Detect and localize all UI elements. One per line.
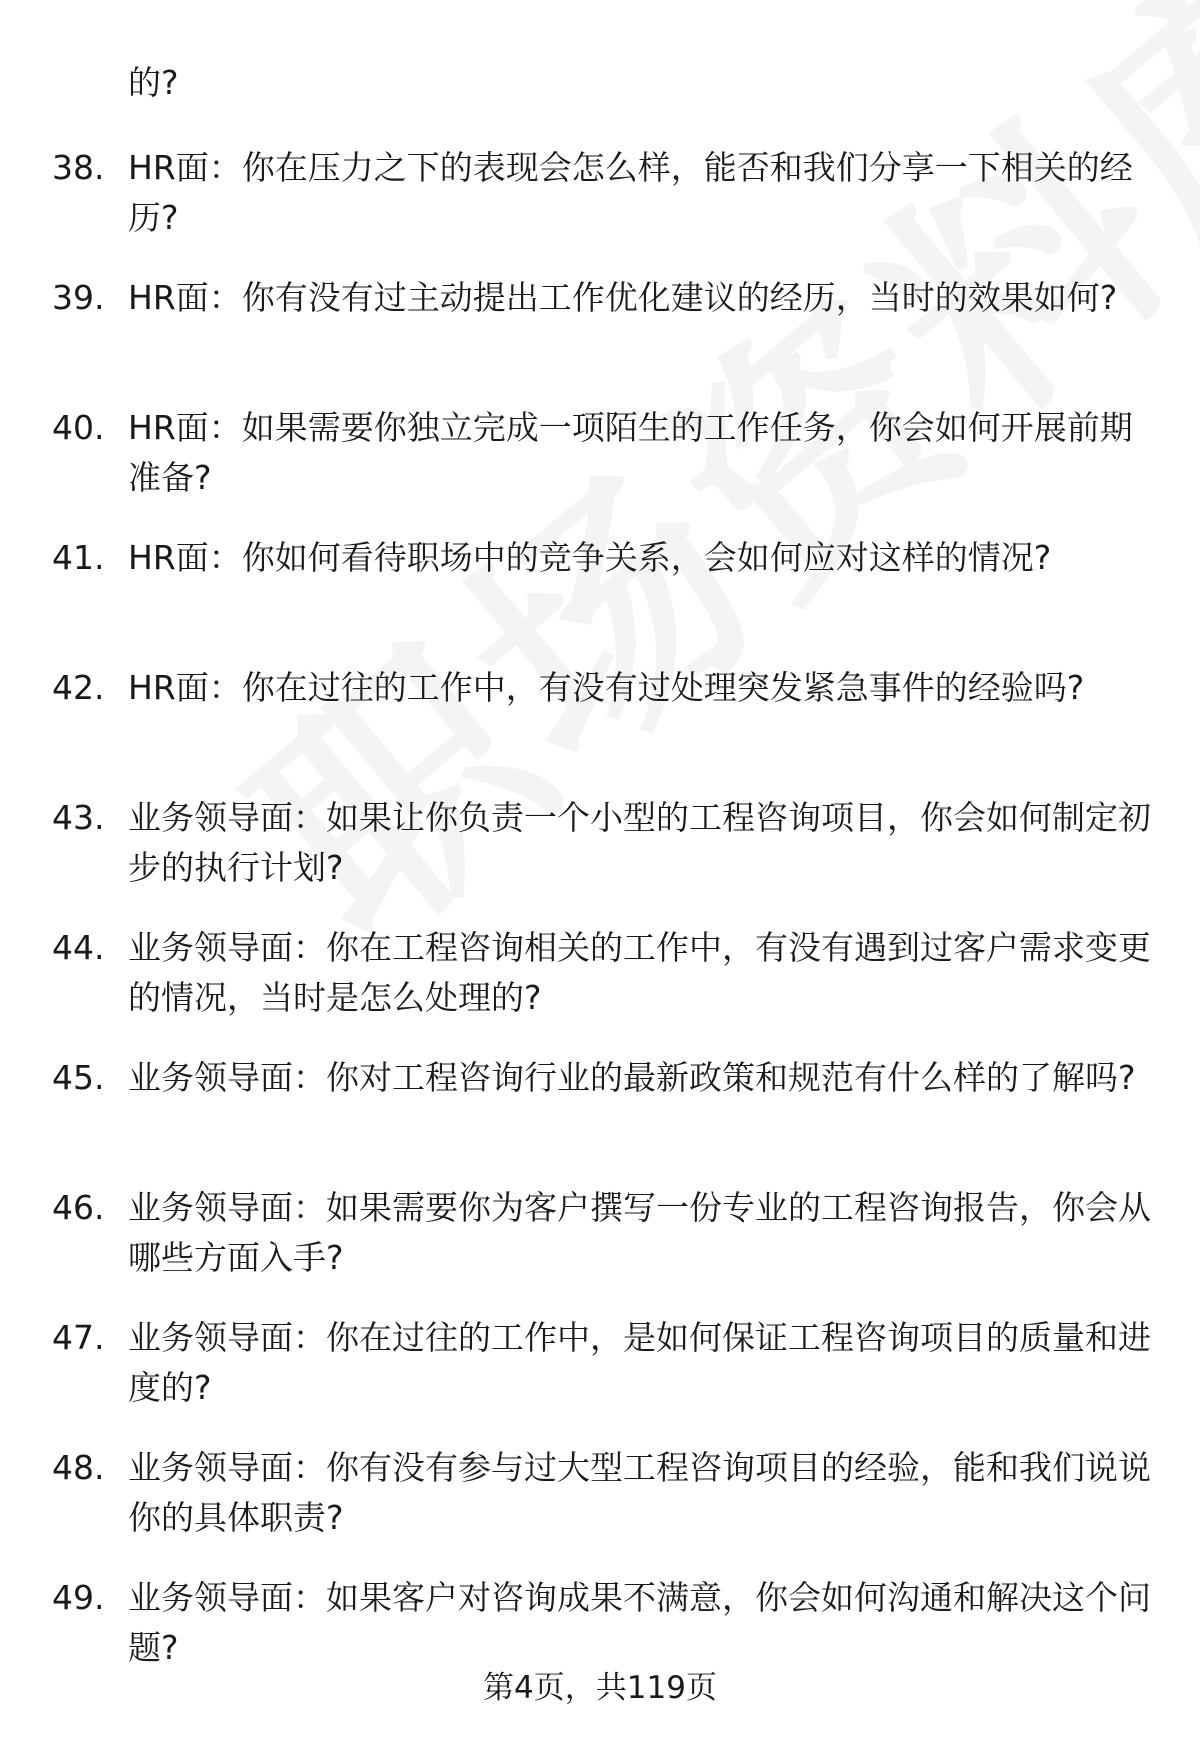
question-text: HR面：你有没有过主动提出工作优化建议的经历，当时的效果如何? xyxy=(128,278,1118,317)
question-list xyxy=(52,143,1162,1703)
question-number: 42. xyxy=(52,668,105,707)
question-text: 业务领导面：你对工程咨询行业的最新政策和规范有什么样的了解吗? xyxy=(128,1058,1136,1097)
question-text: HR面：你如何看待职场中的竞争关系，会如何应对这样的情况? xyxy=(128,538,1052,577)
list-item xyxy=(52,1053,1162,1183)
question-number: 49. xyxy=(52,1578,105,1617)
question-number: 46. xyxy=(52,1188,105,1227)
question-number: 39. xyxy=(52,278,105,317)
list-item xyxy=(52,923,1162,1053)
page-footer: 第4页，共119页 xyxy=(483,1670,717,1706)
question-text: 业务领导面：你有没有参与过大型工程咨询项目的经验，能和我们说说你的具体职责? xyxy=(128,1448,1151,1537)
list-item xyxy=(52,1183,1162,1313)
question-number: 41. xyxy=(52,538,105,577)
question-text: HR面：你在过往的工作中，有没有过处理突发紧急事件的经验吗? xyxy=(128,668,1085,707)
question-number: 44. xyxy=(52,928,105,967)
list-item xyxy=(52,403,1162,533)
question-number: 48. xyxy=(52,1448,105,1487)
question-text: 业务领导面：如果客户对咨询成果不满意，你会如何沟通和解决这个问题? xyxy=(128,1578,1151,1667)
question-text: 业务领导面：如果需要你为客户撰写一份专业的工程咨询报告，你会从哪些方面入手? xyxy=(128,1188,1151,1277)
list-item xyxy=(52,273,1162,403)
list-item xyxy=(52,1443,1162,1573)
list-item xyxy=(52,1313,1162,1443)
list-item xyxy=(52,143,1162,273)
list-item xyxy=(52,533,1162,663)
question-number: 40. xyxy=(52,408,105,447)
continued-question-text: 的? xyxy=(128,63,179,102)
list-item xyxy=(52,663,1162,793)
question-number: 43. xyxy=(52,798,105,837)
question-text: 业务领导面：如果让你负责一个小型的工程咨询项目，你会如何制定初步的执行计划? xyxy=(128,798,1151,887)
question-number: 38. xyxy=(52,148,105,187)
question-text: HR面：如果需要你独立完成一项陌生的工作任务，你会如何开展前期准备? xyxy=(128,408,1133,497)
question-number: 47. xyxy=(52,1318,105,1357)
question-text: 业务领导面：你在工程咨询相关的工作中，有没有遇到过客户需求变更的情况，当时是怎么处理的? xyxy=(128,928,1151,1017)
question-number: 45. xyxy=(52,1058,105,1097)
list-item xyxy=(52,793,1162,923)
question-text: 业务领导面：你在过往的工作中，是如何保证工程咨询项目的质量和进度的? xyxy=(128,1318,1151,1407)
question-text: HR面：你在压力之下的表现会怎么样，能否和我们分享一下相关的经历? xyxy=(128,148,1133,237)
